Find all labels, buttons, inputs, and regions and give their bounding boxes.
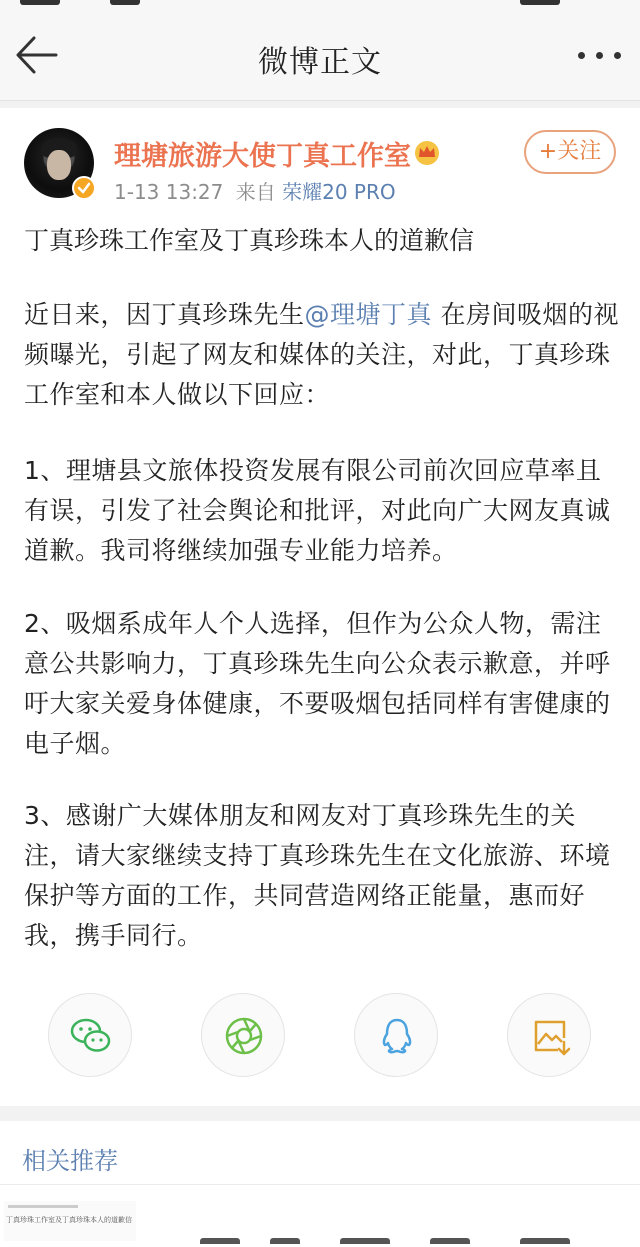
post-card [0, 108, 640, 1106]
post-meta [114, 176, 396, 205]
status-bar-fragment [20, 0, 60, 5]
share-qq-button[interactable] [354, 993, 438, 1077]
status-bar [0, 0, 640, 10]
save-image-icon [528, 1014, 572, 1058]
status-bar-fragment [520, 0, 560, 5]
related-thumbnail-caption: 丁真珍珠工作室及丁真珍珠本人的道歉信 [6, 1216, 132, 1224]
cut-off-text-row [200, 1238, 600, 1247]
source-prefix: 来自 [235, 180, 276, 204]
page-title: 微博正文 [258, 45, 382, 80]
intro-text-cont: 在房间吸烟的视频曝光，引起了网友和媒体的关注，对此，丁真珍珠工作室和本人做以下回应： [24, 300, 619, 409]
related-section [0, 1121, 640, 1247]
top-nav-bar [0, 10, 640, 101]
intro-text: 近日来，因丁真珍珠先生 [24, 300, 305, 329]
post-paragraph-intro [24, 295, 620, 415]
related-title: 相关推荐 [22, 1147, 118, 1175]
share-wechat-button[interactable] [48, 993, 132, 1077]
post-paragraph-point3: 3、感谢广大媒体朋友和网友对丁真珍珠先生的关注，请大家继续支持丁真珍珠先生在文化旅游、环境保护等方面的工作，共同营造网络正能量，惠而好我，携手同行。 [24, 801, 611, 950]
share-moments-button[interactable] [201, 993, 285, 1077]
moments-icon [222, 1014, 266, 1058]
post-paragraph-point1: 1、理塘县文旅体投资发展有限公司前次回应草率且有误，引发了社会舆论和批评，对此向广大网友真诚道歉。我司将继续加强专业能力培养。 [24, 456, 611, 565]
status-bar-fragment [110, 0, 140, 5]
related-divider [0, 1184, 640, 1185]
crown-icon [412, 138, 442, 166]
share-row [0, 993, 640, 1083]
mention-link[interactable]: @理塘丁真 [304, 300, 433, 329]
more-button[interactable] [572, 44, 628, 68]
post-title: 丁真珍珠工作室及丁真珍珠本人的道歉信 [24, 226, 475, 255]
related-thumbnail[interactable] [4, 1201, 136, 1241]
wechat-icon [69, 1014, 113, 1058]
post-source[interactable]: 荣耀20 PRO [282, 180, 396, 204]
save-image-button[interactable] [507, 993, 591, 1077]
qq-icon [375, 1014, 419, 1058]
verified-badge-icon [72, 176, 96, 200]
post-timestamp: 1-13 13:27 [114, 180, 224, 204]
post-paragraph-point2: 2、吸烟系成年人个人选择，但作为公众人物，需注意公共影响力，丁真珍珠先生向公众表示歉意，并呼吁大家关爱身体健康，不要吸烟包括同样有害健康的电子烟。 [24, 609, 611, 758]
author-name[interactable]: 理塘旅游大使丁真工作室 [114, 141, 411, 172]
follow-button[interactable]: +关注 [524, 130, 616, 174]
